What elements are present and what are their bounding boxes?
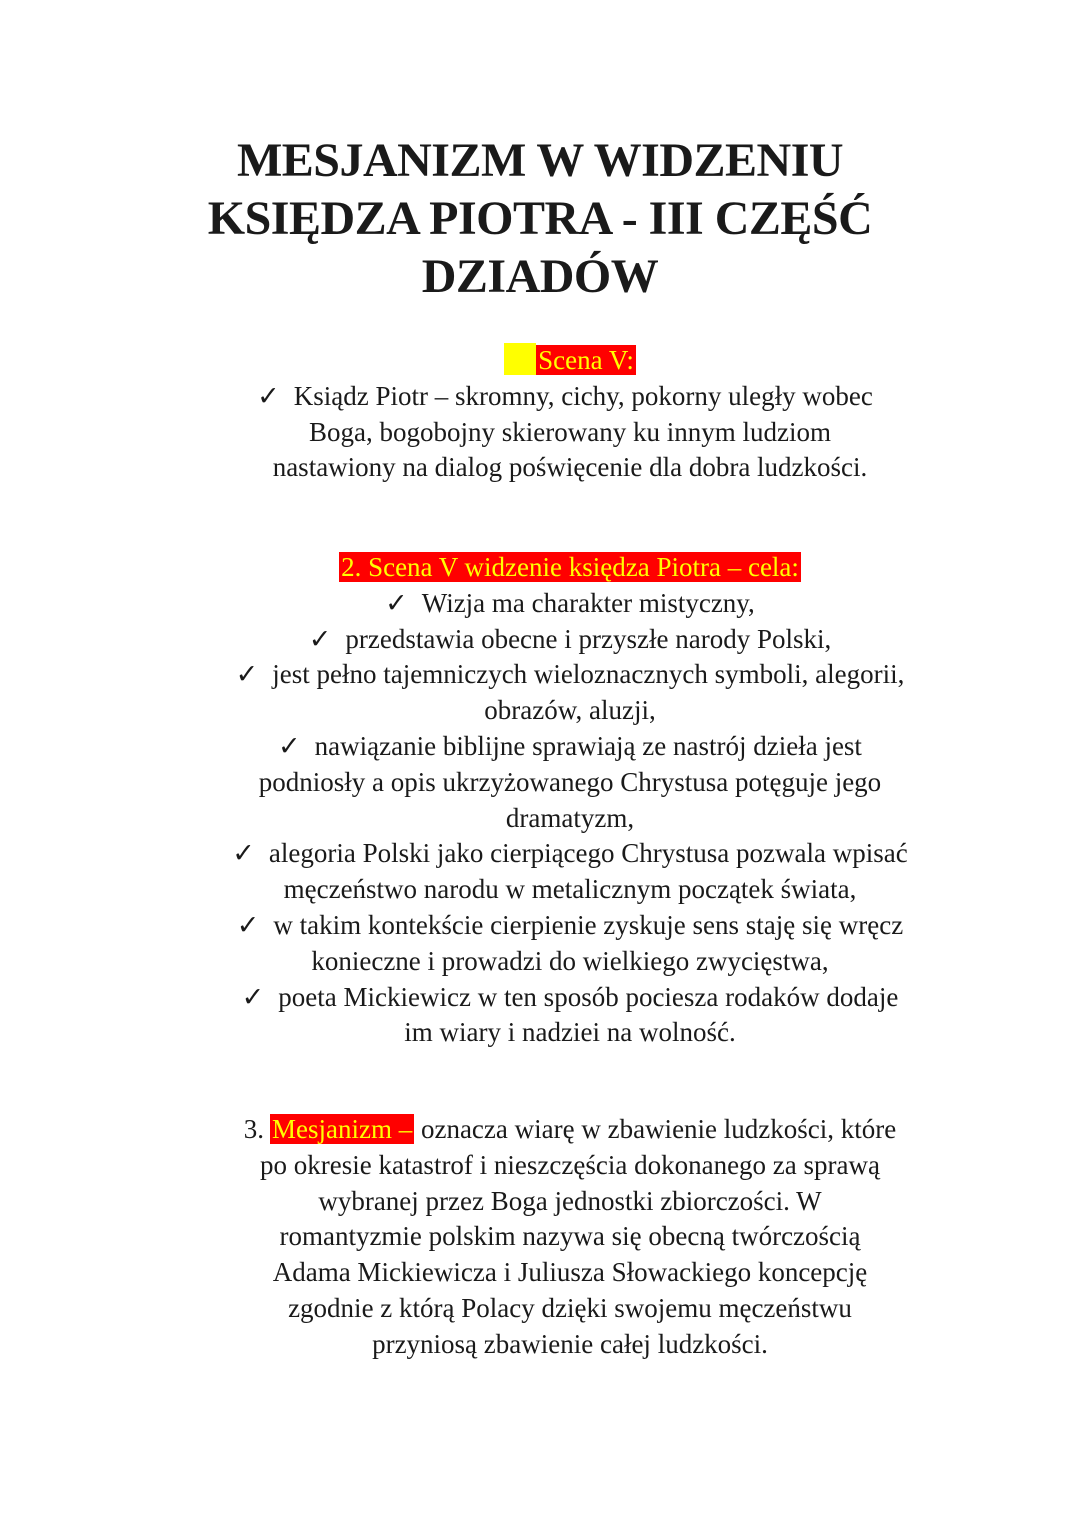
bullet-continuation: dramatyzm, — [505, 802, 635, 833]
bullet-continuation: obrazów, aluzji, — [484, 695, 656, 726]
bullet-continuation: męczeństwo narodu w metalicznym początek świata, — [283, 874, 857, 905]
bullet-text: Wizja ma charakter mistyczny, — [421, 587, 755, 618]
section-heading — [150, 343, 990, 379]
bullet-continuation: podniosły a opis ukrzyżowanego Chrystusa potęguje jego — [258, 766, 882, 797]
bullet-continuation: nastawiony na dialog poświęcenie dla dobra ludzkości. — [272, 452, 868, 483]
check-icon: ✓ — [236, 909, 260, 940]
definition-line: zgodnie z którą Polacy dzięki swojemu męczeństwu — [288, 1292, 852, 1323]
definition-line: wybranej przez Boga jednostki zbiorczości. W — [318, 1185, 822, 1216]
check-icon: ✓ — [385, 587, 408, 618]
bullet-line — [150, 908, 990, 944]
bullet-text: nawiązanie biblijne sprawiają ze nastrój dzieła jest — [314, 730, 862, 761]
section-heading-text: Scena V: — [538, 345, 634, 375]
definition-term: Mesjanizm – — [271, 1114, 413, 1144]
section-number: 3. — [243, 1114, 264, 1144]
page-title — [140, 132, 940, 306]
bullet-continuation: konieczne i prowadzi do wielkiego zwycięstwa, — [311, 945, 829, 976]
bullet-line — [150, 379, 990, 415]
check-icon: ✓ — [308, 623, 332, 654]
definition-line: romantyzmie polskim nazywa się obecną twórczością — [279, 1221, 861, 1252]
bullet-text: alegoria Polski jako cierpiącego Chrystusa pozwala wpisać — [268, 838, 908, 869]
title-line-2: KSIĘDZA PIOTRA - III CZĘŚĆ — [207, 192, 873, 245]
bullet-line — [150, 622, 990, 658]
bullet-text: Ksiądz Piotr – skromny, cichy, pokorny uległy wobec — [293, 380, 873, 411]
section-heading — [150, 550, 990, 586]
definition-first-line — [150, 1112, 990, 1148]
definition-line: po okresie katastrof i nieszczęścia dokonanego za sprawą — [260, 1149, 880, 1180]
title-line-3: DZIADÓW — [421, 250, 659, 303]
bullet-line — [150, 586, 990, 622]
section-mesjanizm — [150, 1112, 990, 1363]
bullet-text: przedstawia obecne i przyszłe narody Polski, — [345, 623, 832, 654]
bullet-line — [150, 729, 990, 765]
definition-text: oznacza wiarę w zbawienie ludzkości, które — [420, 1114, 897, 1144]
bullet-text: poeta Mickiewicz w ten sposób pociesza rodaków dodaje — [278, 981, 899, 1012]
highlight-mark — [504, 343, 536, 375]
bullet-text: jest pełno tajemniczych wieloznacznych symboli, alegorii, — [272, 659, 905, 690]
check-icon: ✓ — [235, 659, 259, 690]
title-line-1: MESJANIZM W WIDZENIU — [236, 134, 844, 187]
section-widzenie — [150, 550, 990, 1051]
section-scena-v — [150, 343, 990, 486]
definition-line: Adama Mickiewicza i Juliusza Słowackiego koncepcję — [272, 1257, 868, 1288]
check-icon: ✓ — [278, 730, 301, 761]
check-icon: ✓ — [257, 380, 280, 411]
section-heading-text: 2. Scena V widzenie księdza Piotra – cela: — [341, 552, 799, 582]
bullet-continuation: Boga, bogobojny skierowany ku innym ludziom — [309, 416, 831, 447]
bullet-line — [150, 980, 990, 1016]
bullet-text: w takim kontekście cierpienie zyskuje sens staję się wręcz — [273, 909, 904, 940]
check-icon: ✓ — [241, 981, 265, 1012]
definition-line: przyniosą zbawienie całej ludzkości. — [372, 1328, 768, 1359]
bullet-line — [150, 657, 990, 693]
bullet-continuation: im wiary i nadziei na wolność. — [404, 1017, 736, 1048]
bullet-line — [150, 836, 990, 872]
check-icon: ✓ — [232, 838, 255, 869]
